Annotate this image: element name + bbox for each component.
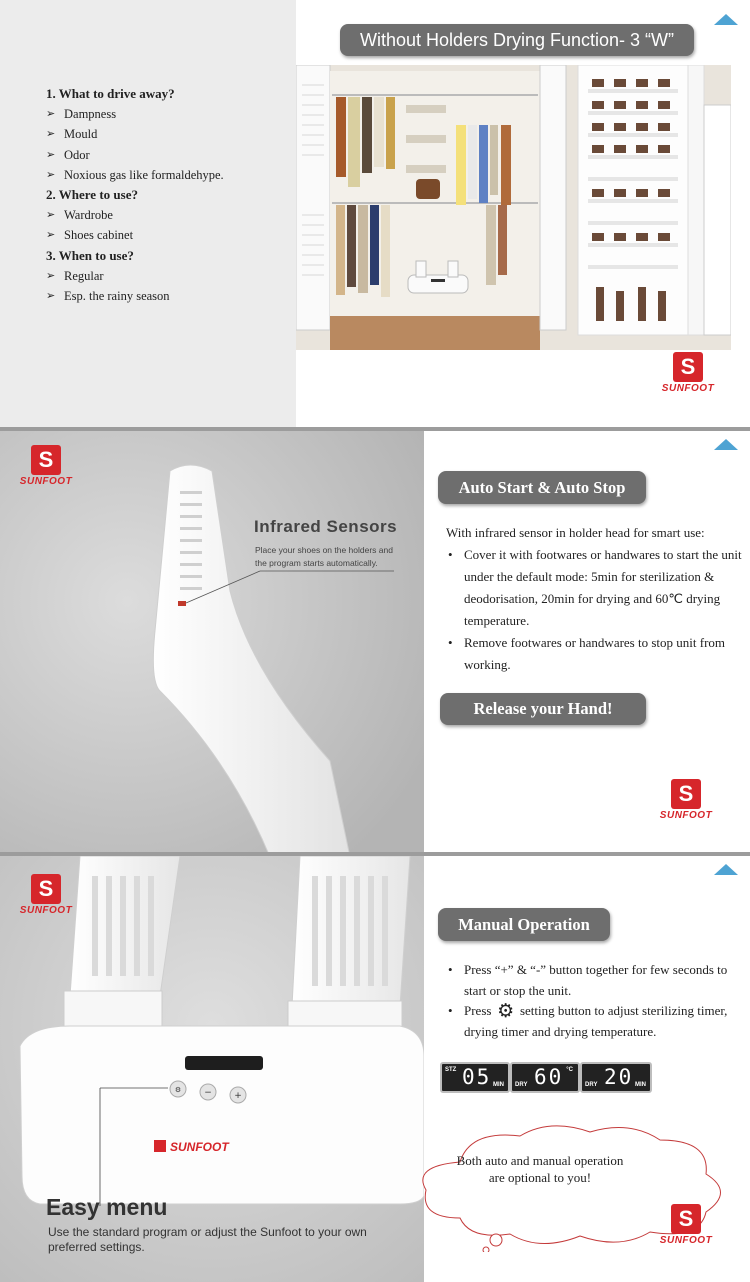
brand-logo: S SUNFOOT xyxy=(659,781,713,821)
list-item: ➢ Odor xyxy=(46,145,224,165)
holder-sensor-image xyxy=(0,431,424,857)
section-manual-operation xyxy=(0,856,750,1282)
list-item: • Cover it with footwares or handwares to start the unit under the default mode: 5min for sterilization & deodorisation, 20min for drying and 60℃ drying temperature. xyxy=(446,544,746,632)
brand-logo: S SUNFOOT xyxy=(659,1206,713,1246)
cloud-text: Both auto and manual operation are optional to you! xyxy=(456,1153,624,1185)
easy-menu-description: Use the standard program or adjust the Sunfoot to your own preferred settings. xyxy=(48,1225,367,1254)
list-item: ➢ Shoes cabinet xyxy=(46,225,224,245)
svg-text:SUNFOOT: SUNFOOT xyxy=(170,1140,229,1154)
easy-menu-title: Easy menu xyxy=(46,1194,168,1220)
usage-list xyxy=(46,84,224,306)
brand-logo: S SUNFOOT xyxy=(661,354,715,394)
gear-icon: ⚙ xyxy=(497,1000,515,1022)
release-hand-badge: Release your Hand! xyxy=(440,693,646,725)
list-item: • Press ⚙ setting button to adjust sterilizing timer, drying timer and drying temperature. xyxy=(446,1001,746,1042)
corner-triangle-icon xyxy=(714,864,738,875)
corner-triangle-icon xyxy=(714,439,738,450)
usage-list-panel xyxy=(0,0,296,428)
list-item: ➢ Mould xyxy=(46,124,224,144)
list-item: ➢ Dampness xyxy=(46,104,224,124)
svg-text:−: − xyxy=(204,1088,212,1098)
manual-body xyxy=(446,960,746,1042)
closet-image xyxy=(296,65,731,350)
list-item: ➢ Wardrobe xyxy=(46,205,224,225)
intro-text: With infrared sensor in holder head for smart use: xyxy=(446,525,705,540)
list-item: • Remove footwares or handwares to stop unit from working. xyxy=(446,632,746,676)
auto-start-body xyxy=(446,522,746,676)
section-auto-start xyxy=(0,431,750,857)
dry-temp-display: DRY 60 °C xyxy=(510,1062,580,1093)
sterilize-timer-display: STZ 05 MIN xyxy=(440,1062,510,1093)
auto-start-heading: Auto Start & Auto Stop xyxy=(438,471,646,504)
svg-text:⚙: ⚙ xyxy=(174,1086,182,1094)
list-item: ➢ Noxious gas like formaldehype. xyxy=(46,165,224,185)
auto-start-panel xyxy=(424,431,750,857)
question-what: 1. What to drive away? xyxy=(46,86,175,101)
corner-triangle-icon xyxy=(714,14,738,25)
svg-text:+: + xyxy=(234,1091,242,1101)
section-title-badge: Without Holders Drying Function- 3 “W” xyxy=(340,24,694,56)
section-without-holders xyxy=(0,0,750,428)
question-where: 2. Where to use? xyxy=(46,187,138,203)
infrared-title: Infrared Sensors xyxy=(254,517,398,536)
brand-logo: S SUNFOOT xyxy=(19,876,73,916)
question-when: 3. When to use? xyxy=(46,247,134,263)
infrared-description: Place your shoes on the holders and the program starts automatically. xyxy=(255,545,393,568)
manual-operation-heading: Manual Operation xyxy=(438,908,610,941)
list-item: ➢ Esp. the rainy season xyxy=(46,286,224,306)
brand-logo: S SUNFOOT xyxy=(19,447,73,487)
list-item: ➢ Regular xyxy=(46,266,224,286)
list-item: • Press “+” & “-” button together for few seconds to start or stop the unit. xyxy=(446,960,746,1001)
dry-timer-display: DRY 20 MIN xyxy=(580,1062,652,1093)
